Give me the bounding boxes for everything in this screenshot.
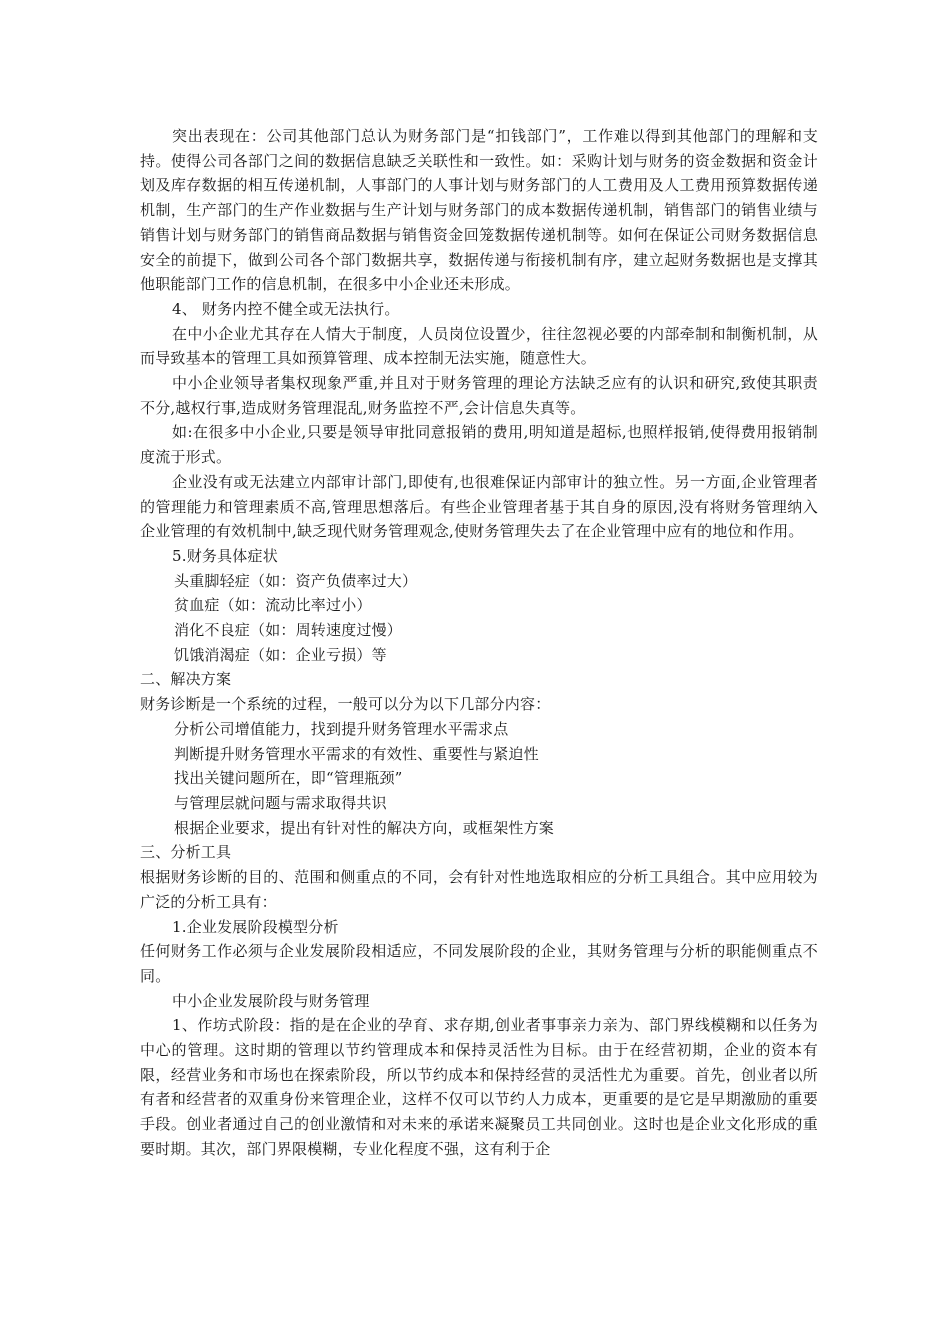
subsection-heading: 1.企业发展阶段模型分析 (172, 917, 339, 936)
paragraph: 1、作坊式阶段：指的是在企业的孕育、求存期,创业者事事亲力亲为、部门界线模糊和以任务为中心的管理。这时期的管理以节约管理成本和保持灵活性为目标。由于在经营初期，企业的资本有限，经营业务和市场也在探索阶段，所以节约成本和保持经营的灵活性尤为重要。首先，创业者以所有者和经营者的双重身份来管理企业，这样不仅可以节约人力成本，更重要的是它是早期激励的重要手段。创业者通过自己的创业激情和对未来的承诺来凝聚员工共同创业。这时也是企业文化形成的重要时期。其次，部门界限模糊，专业化程度不强，这有利于企 (140, 1016, 818, 1158)
list-item: 根据企业要求，提出有针对性的解决方向，或框架性方案 (174, 818, 555, 837)
paragraph: 突出表现在：公司其他部门总认为财务部门是“扣钱部门”，工作难以得到其他部门的理解和支持。使得公司各部门之间的数据信息缺乏关联性和一致性。如：采购计划与财务的资金数据和资金计划及库存数据的相互传递机制，人事部门的人事计划与财务部门的人工费用及人工费用预算数据传递机制，生产部门的生产作业数据与生产计划与财务部门的成本数据传递机制，销售部门的销售业绩与销售计划与财务部门的销售商品数据与销售资金回笼数据传递机制等。如何在保证公司财务数据信息安全的前提下，做到公司各个部门数据共享，数据传递与衔接机制有序，建立起财务数据也是支撑其他职能部门工作的信息机制，在很多中小企业还未形成。 (140, 127, 818, 294)
list-item: 贫血症（如：流动比率过小） (174, 596, 372, 615)
paragraph: 根据财务诊断的目的、范围和侧重点的不同，会有针对性地选取相应的分析工具组合。其中应用较为广泛的分析工具有： (140, 868, 818, 911)
list-item: 与管理层就问题与需求取得共识 (174, 793, 387, 812)
list-item: 分析公司增值能力，找到提升财务管理水平需求点 (174, 719, 509, 738)
list-item: 判断提升财务管理水平需求的有效性、重要性与紧迫性 (174, 744, 539, 763)
list-item: 饥饿消渴症（如：企业亏损）等 (174, 645, 387, 664)
subsection-heading: 中小企业发展阶段与财务管理 (172, 991, 370, 1010)
document-body (140, 124, 818, 1162)
paragraph: 中小企业领导者集权现象严重,并且对于财务管理的理论方法缺乏应有的认识和研究,致使其职责不分,越权行事,造成财务管理混乱,财务监控不严,会计信息失真等。 (140, 374, 818, 417)
list-item: 找出关键问题所在，即“管理瓶颈” (174, 769, 403, 788)
section-heading: 三、分析工具 (140, 843, 232, 862)
list-item: 头重脚轻症（如：资产负债率过大） (174, 571, 418, 590)
section-heading: 5.财务具体症状 (172, 546, 278, 565)
section-heading: 二、解决方案 (140, 670, 232, 689)
paragraph: 在中小企业尤其存在人情大于制度，人员岗位设置少，往往忽视必要的内部牵制和制衡机制，从而导致基本的管理工具如预算管理、成本控制无法实施，随意性大。 (140, 324, 818, 368)
paragraph: 财务诊断是一个系统的过程，一般可以分为以下几部分内容： (140, 695, 551, 714)
paragraph: 如:在很多中小企业,只要是领导审批同意报销的费用,明知道是超标,也照样报销,使得费用报销制度流于形式。 (140, 423, 818, 467)
section-heading: 4、 财务内控不健全或无法执行。 (172, 299, 400, 318)
list-item: 消化不良症（如：周转速度过慢） (174, 621, 403, 640)
paragraph: 企业没有或无法建立内部审计部门,即使有,也很难保证内部审计的独立性。另一方面,企业管理者的管理能力和管理素质不高,管理思想落后。有些企业管理者基于其自身的原因,没有将财务管理纳入企业管理的有效机制中,缺乏现代财务管理观念,使财务管理失去了在企业管理中应有的地位和作用。 (140, 472, 818, 541)
paragraph: 任何财务工作必须与企业发展阶段相适应，不同发展阶段的企业，其财务管理与分析的职能侧重点不同。 (140, 942, 818, 985)
